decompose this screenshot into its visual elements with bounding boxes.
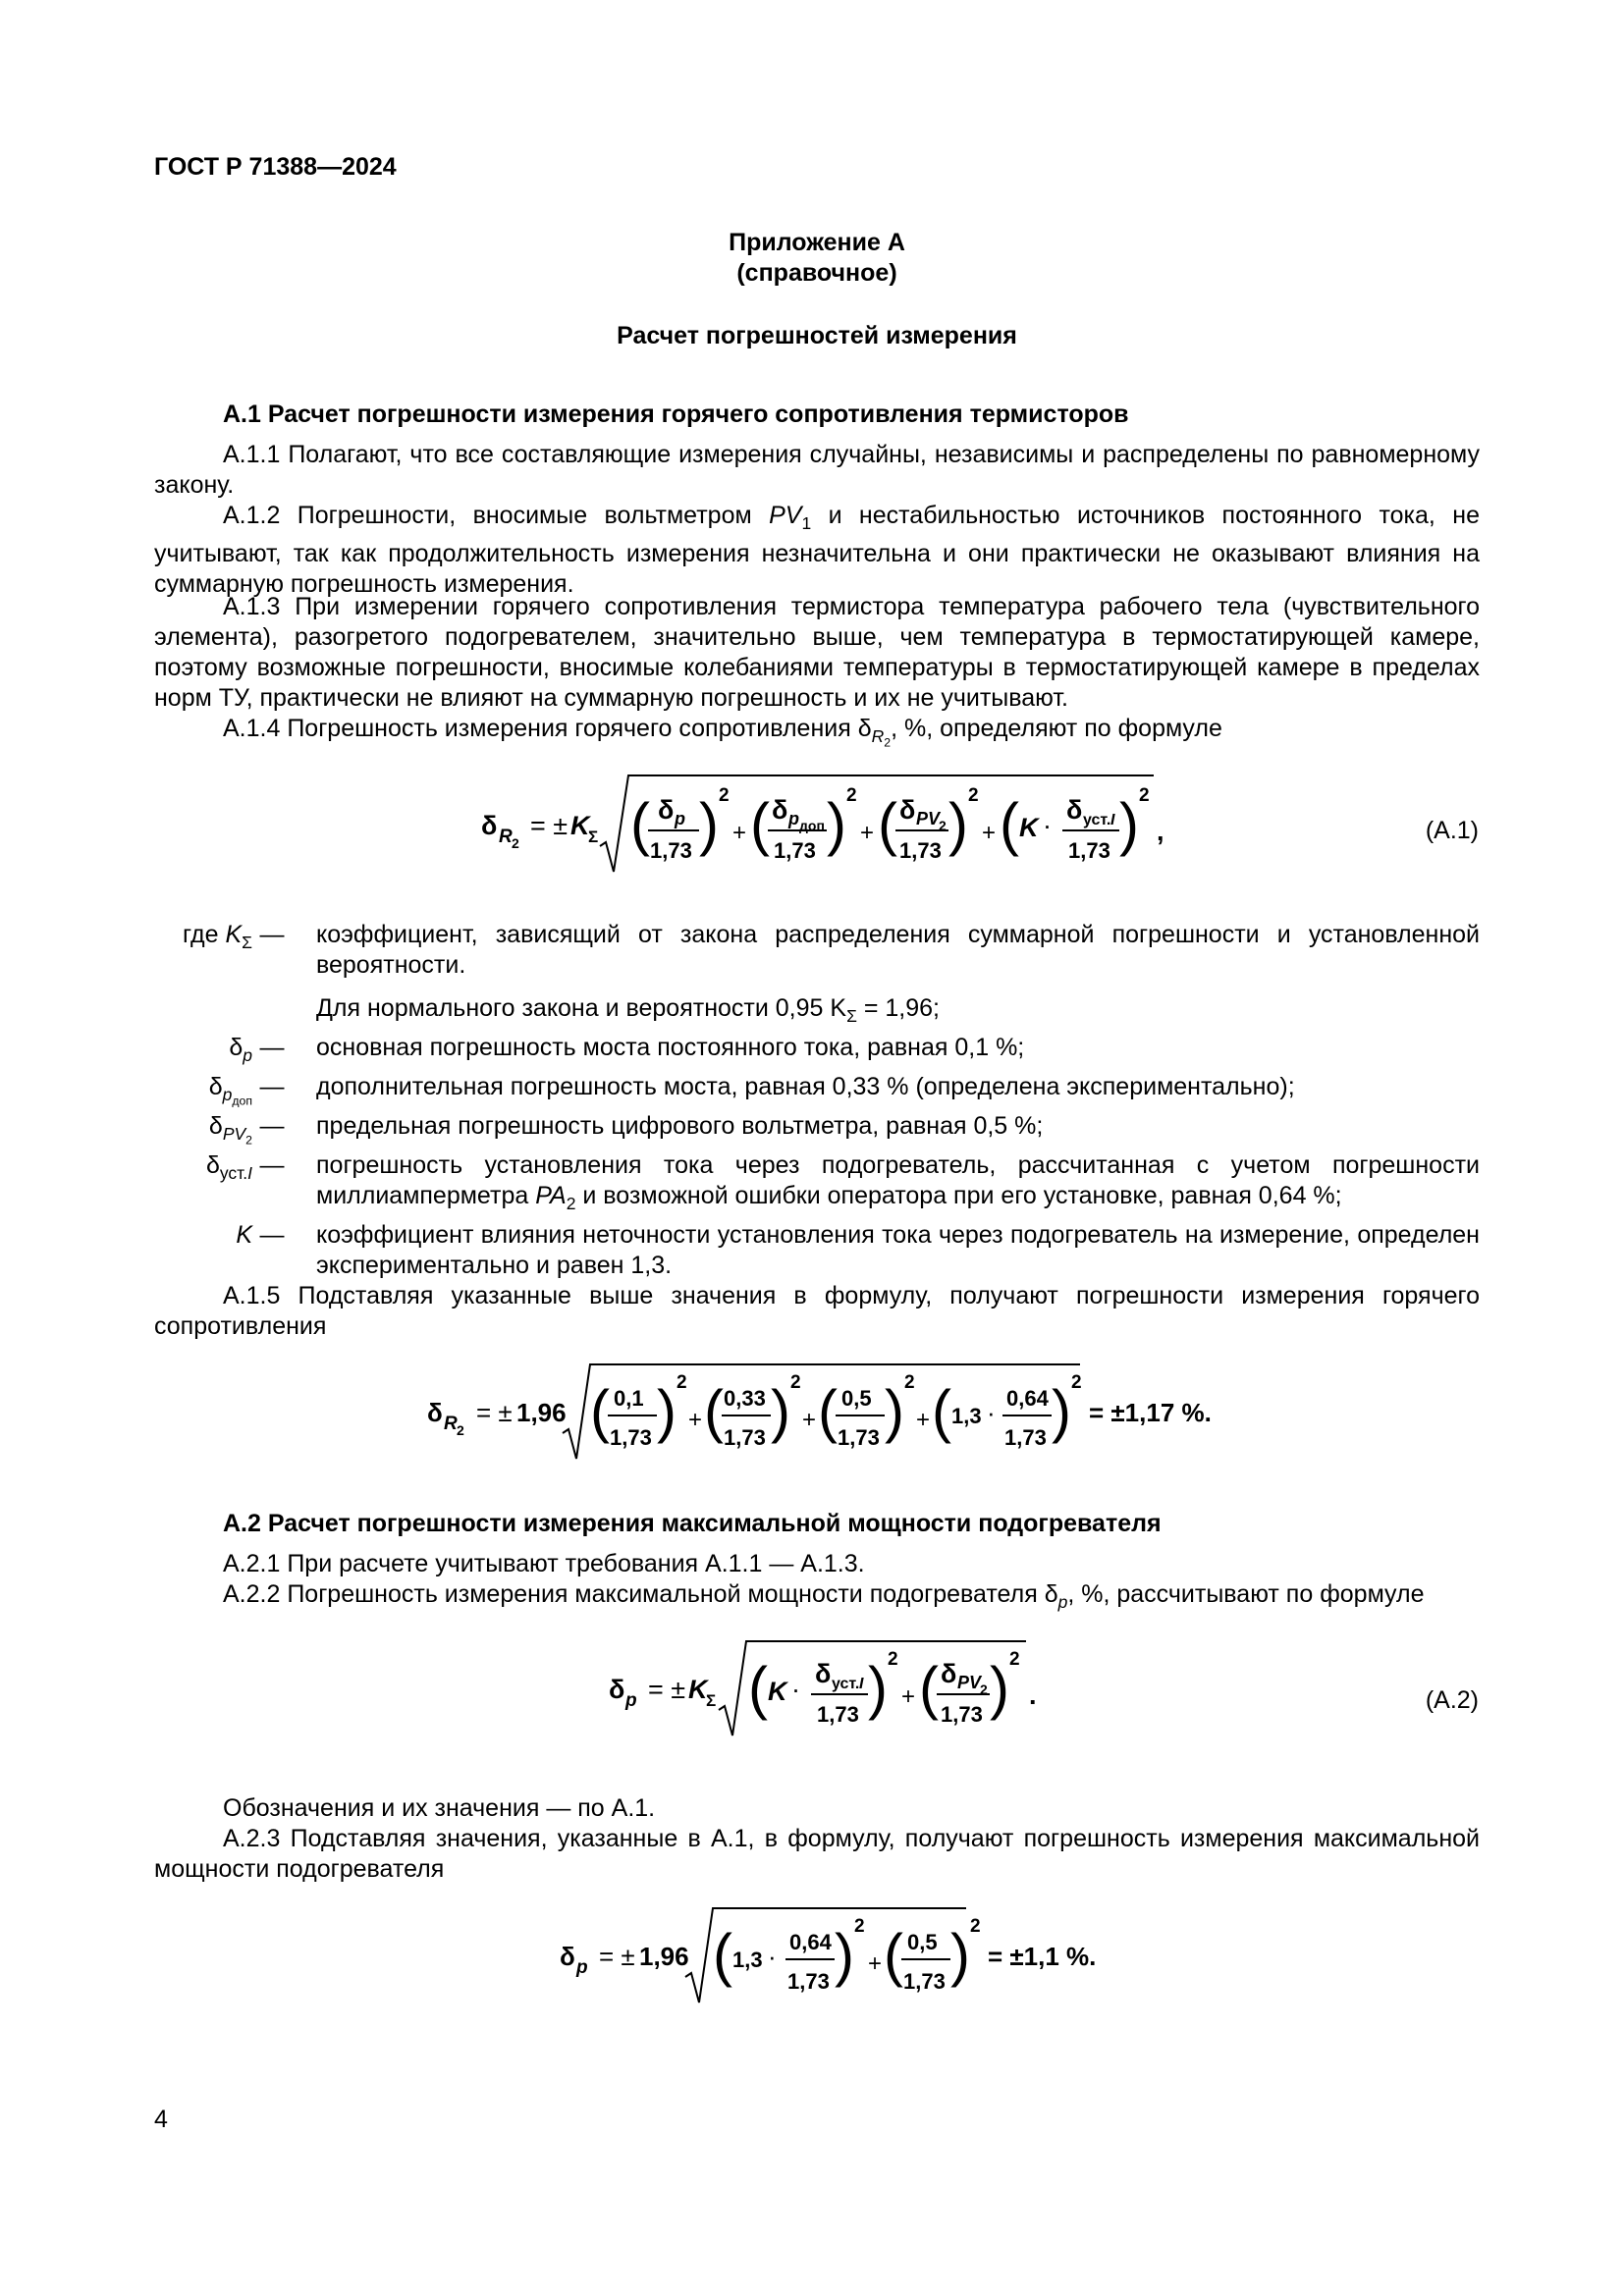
svg-text:2: 2	[457, 1422, 464, 1438]
page-number: 4	[154, 2106, 168, 2133]
k-value: 1,3	[951, 1404, 982, 1428]
svg-text:K: K	[570, 811, 590, 840]
svg-text:): )	[990, 1655, 1009, 1721]
den-1: 1,73	[650, 838, 692, 863]
para-a2-note: Обозначения и их значения — по А.1.	[223, 1794, 656, 1822]
svg-text:PV: PV	[916, 809, 941, 828]
ksum-value: 1,96	[516, 1398, 567, 1427]
svg-text:I: I	[1110, 812, 1115, 828]
svg-text:2: 2	[1009, 1649, 1020, 1670]
formula-number-a1: (А.1)	[1425, 817, 1479, 844]
section-a1-heading: А.1 Расчет погрешности измерения горячего сопротивления термисторов	[223, 400, 1129, 428]
standard-number: ГОСТ Р 71388—2024	[154, 153, 397, 181]
svg-text:): )	[885, 1378, 904, 1444]
svg-text:уст.: уст.	[832, 1676, 860, 1692]
svg-text:R: R	[444, 1414, 458, 1434]
svg-text:δ: δ	[772, 795, 788, 825]
svg-text:+: +	[901, 1683, 916, 1710]
svg-text:2: 2	[854, 1916, 865, 1937]
formula-a2	[599, 1629, 1051, 1747]
svg-text:2: 2	[1071, 1372, 1082, 1393]
svg-text:= ±: = ±	[599, 1942, 635, 1971]
appendix-subtitle: (справочное)	[736, 259, 897, 287]
svg-text:(: (	[750, 791, 770, 857]
svg-text:2: 2	[512, 835, 519, 851]
svg-text:= ±: = ±	[648, 1675, 686, 1704]
svg-text:2: 2	[980, 1682, 988, 1697]
svg-text:Σ: Σ	[706, 1691, 717, 1710]
svg-text:K: K	[1019, 813, 1039, 842]
svg-text:2: 2	[677, 1372, 687, 1393]
den-a2-2: 1,73	[941, 1702, 983, 1727]
ksum-value-2: 1,96	[639, 1942, 689, 1971]
svg-text:доп: доп	[799, 818, 825, 833]
svg-text:): )	[868, 1655, 888, 1721]
result-2: = ±1,1 %.	[988, 1942, 1097, 1971]
num-pv: 0,5	[841, 1386, 872, 1411]
svg-text:): )	[657, 1378, 677, 1444]
num-ust: 0,64	[1006, 1386, 1049, 1411]
svg-text:2: 2	[790, 1372, 801, 1393]
svg-text:K: K	[768, 1677, 787, 1706]
num-pdop: 0,33	[724, 1386, 766, 1411]
svg-text:·: ·	[791, 1675, 800, 1704]
svg-text:2: 2	[904, 1372, 915, 1393]
svg-text:p: p	[576, 1957, 588, 1978]
svg-text:Σ: Σ	[588, 828, 599, 846]
num-p: 0,1	[614, 1386, 644, 1411]
section-a2-heading: А.2 Расчет погрешности измерения максимальной мощности подогревателя	[223, 1510, 1162, 1537]
svg-text:·: ·	[1043, 811, 1052, 840]
den-r2: 1,73	[724, 1425, 766, 1450]
svg-text:): )	[827, 791, 846, 857]
svg-text:p: p	[625, 1690, 637, 1711]
svg-text:.: .	[1029, 1681, 1037, 1710]
svg-text:+: +	[982, 820, 997, 846]
svg-text:+: +	[868, 1950, 883, 1977]
svg-text:(: (	[704, 1378, 724, 1444]
svg-text:K: K	[688, 1675, 708, 1704]
formula-result-1	[417, 1353, 1222, 1470]
svg-text:(: (	[630, 791, 650, 857]
k-value-2: 1,3	[732, 1948, 763, 1972]
svg-text:уст.: уст.	[1083, 812, 1111, 828]
svg-text:2: 2	[846, 785, 857, 806]
formula-a1	[471, 766, 1178, 883]
svg-text:2: 2	[939, 818, 947, 833]
appendix-title: Приложение А	[729, 229, 905, 256]
def-delta-ust: $\delta_{уст.I}$ — погрешность установления тока через подогреватель, рассчитанная с учетом погрешности миллиамперметра $PA_2$ и возможной ошибки оператора при его установке, равная 0,64 %;	[205, 1151, 1480, 1213]
para-a1-4: А.1.4 Погрешность измерения горячего сопротивления $\delta_{R_2}$, %, определяют по формуле	[223, 715, 1222, 750]
svg-text:δ: δ	[658, 795, 675, 825]
svg-text:(: (	[878, 791, 897, 857]
den-r3: 1,73	[838, 1425, 880, 1450]
svg-text:2: 2	[970, 1916, 981, 1937]
para-a2-2: А.2.2 Погрешность измерения максимальной мощности подогревателя $\delta_p$, %, рассчитывают по формуле	[223, 1580, 1425, 1612]
svg-text:δ: δ	[899, 795, 916, 825]
svg-text:(: (	[818, 1378, 838, 1444]
para-a1-1: А.1.1 Полагают, что все составляющие измерения случайны, независимы и распределены по равномерному закону.	[154, 441, 1480, 499]
svg-text:): )	[1119, 791, 1139, 857]
svg-text:): )	[835, 1922, 854, 1988]
svg-text:2: 2	[719, 785, 730, 806]
den-3: 1,73	[899, 838, 942, 863]
svg-text:p: p	[675, 809, 685, 828]
svg-text:δ: δ	[427, 1398, 443, 1427]
svg-text:2: 2	[968, 785, 979, 806]
def-k: K — коэффициент влияния неточности установления тока через подогреватель на измерение, определен экспериментально и равен 1,3.	[236, 1221, 1480, 1279]
den-r1: 1,73	[610, 1425, 652, 1450]
svg-text:R: R	[499, 827, 513, 847]
svg-text:p: p	[788, 809, 799, 828]
svg-text:2: 2	[888, 1649, 898, 1670]
svg-text:= ±: = ±	[476, 1398, 513, 1427]
den-r6: 1,73	[903, 1969, 946, 1994]
svg-text:δ: δ	[941, 1659, 957, 1688]
svg-text:I: I	[859, 1676, 864, 1692]
svg-text:·: ·	[987, 1398, 996, 1427]
num-pv-2: 0,5	[907, 1930, 938, 1954]
svg-text:(: (	[919, 1655, 939, 1721]
svg-text:,: ,	[1157, 817, 1164, 846]
svg-text:): )	[699, 791, 719, 857]
svg-text:): )	[948, 791, 968, 857]
svg-text:+: +	[860, 820, 875, 846]
svg-text:+: +	[688, 1407, 703, 1433]
svg-text:(: (	[884, 1922, 903, 1988]
svg-text:δ: δ	[815, 1659, 832, 1688]
para-a1-2: А.1.2 Погрешности, вносимые вольтметром $PV_1$ и нестабильностью источников постоянного тока, не учитывают, так как продолжительность измерения незначительна и они практически не оказывают влияния на суммарную погрешность измерения.	[154, 502, 1480, 598]
para-a1-5: А.1.5 Подставляя указанные выше значения в формулу, получают погрешности измерения горячего сопротивления	[154, 1282, 1480, 1340]
svg-text:(: (	[713, 1922, 732, 1988]
den-2: 1,73	[774, 838, 816, 863]
num-ust-2: 0,64	[789, 1930, 832, 1954]
den-a2-1: 1,73	[817, 1702, 859, 1727]
svg-text:δ: δ	[481, 811, 498, 840]
svg-text:+: +	[916, 1407, 931, 1433]
svg-text:·: ·	[768, 1942, 777, 1971]
svg-text:): )	[771, 1378, 790, 1444]
den-r5: 1,73	[787, 1969, 830, 1994]
svg-text:+: +	[732, 820, 747, 846]
appendix-heading: Расчет погрешностей измерения	[617, 322, 1017, 349]
svg-text:(: (	[590, 1378, 610, 1444]
svg-text:PV: PV	[957, 1673, 982, 1692]
svg-text:+: +	[802, 1407, 817, 1433]
svg-text:δ: δ	[1066, 795, 1083, 825]
svg-text:(: (	[1000, 791, 1019, 857]
svg-text:δ: δ	[609, 1675, 625, 1704]
formula-number-a2: (А.2)	[1425, 1686, 1479, 1714]
svg-text:): )	[950, 1922, 970, 1988]
den-r4: 1,73	[1004, 1425, 1047, 1450]
result-1: = ±1,17 %.	[1089, 1398, 1212, 1427]
svg-text:= ±: = ±	[530, 811, 568, 840]
svg-text:(: (	[932, 1378, 951, 1444]
def-ksum: где $K_\Sigma$ — коэффициент, зависящий от закона распределения суммарной погрешности и установленной вероятности.	[183, 921, 1480, 979]
svg-text:2: 2	[1139, 785, 1150, 806]
svg-text:(: (	[748, 1655, 768, 1721]
para-a2-3: А.2.3 Подставляя значения, указанные в А.1, в формулу, получают погрешность измерения максимальной мощности подогревателя	[154, 1825, 1480, 1883]
formula-result-2	[550, 1896, 1100, 2014]
den-4: 1,73	[1068, 838, 1110, 863]
svg-text:δ: δ	[560, 1942, 575, 1971]
para-a2-1: А.2.1 При расчете учитывают требования А.1.1 — А.1.3.	[223, 1550, 865, 1577]
para-a1-3: А.1.3 При измерении горячего сопротивления термистора температура рабочего тела (чувствительного элемента), разогретого подогревателем, значительно выше, чем температура в термостатирующей камере, поэтому возможные погрешности, вносимые колебаниями температуры в термостатирующей камере в пределах норм ТУ, практически не влияют на суммарную погрешность и их не учитывают.	[154, 593, 1480, 712]
svg-text:): )	[1052, 1378, 1071, 1444]
